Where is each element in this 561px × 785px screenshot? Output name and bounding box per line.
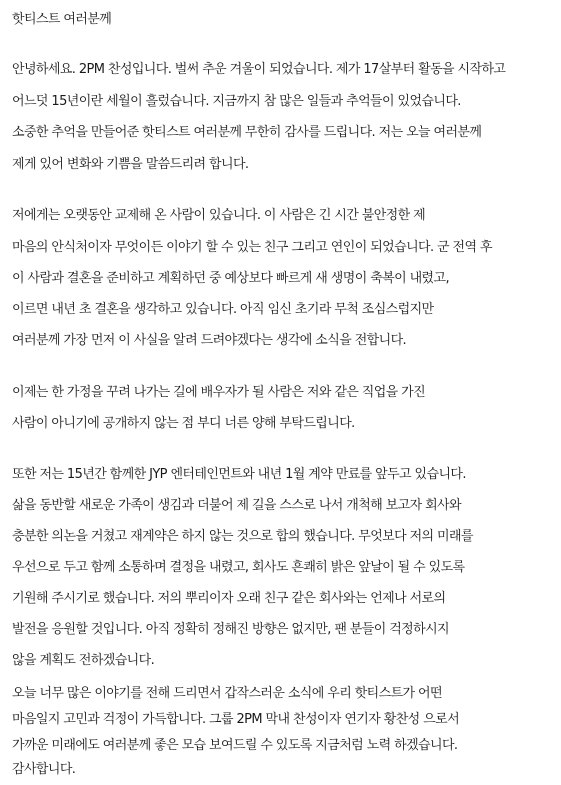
letter-line: 오늘 너무 많은 이야기를 전해 드리면서 갑작스러운 소식에 우리 핫티스트가 어떤	[12, 686, 442, 701]
letter-line: 여러분께 가장 먼저 이 사실을 알려 드려야겠다는 생각에 소식을 전합니다.	[12, 333, 407, 348]
letter-line: 발전을 응원할 것입니다. 아직 정확히 정해진 방향은 없지만, 팬 분들이 걱정하시지	[12, 622, 450, 637]
letter-line: 기원해 주시기로 했습니다. 저의 뿌리이자 오래 친구 같은 회사와는 언제나 서로의	[12, 591, 446, 606]
letter-line: 저에게는 오랫동안 교제해 온 사람이 있습니다. 이 사람은 긴 시간 불안정한 제	[12, 208, 426, 223]
letter-line: 이르면 내년 초 결혼을 생각하고 있습니다. 아직 임신 초기라 무척 조심스럽지만	[12, 302, 434, 317]
letter-line: 마음의 안식처이자 무엇이든 이야기 할 수 있는 친구 그리고 연인이 되었습니다. 군 전역 후	[12, 240, 492, 255]
letter-line: 감사합니다.	[12, 762, 76, 777]
letter-line: 어느덧 15년이란 세월이 흘렀습니다. 지금까지 참 많은 일들과 추억들이 있었습니다.	[12, 94, 461, 109]
letter-line: 이 사람과 결혼을 준비하고 계획하던 중 예상보다 빠르게 새 생명이 축복이 내렸고,	[12, 271, 450, 286]
letter-line: 이제는 한 가정을 꾸려 나가는 길에 배우자가 될 사람은 저와 같은 직업을 가진	[12, 385, 426, 400]
letter-line: 가까운 미래에도 여러분께 좋은 모습 보여드릴 수 있도록 지금처럼 노력 하겠습니다.	[12, 738, 458, 753]
letter-line: 충분한 의논을 거쳤고 재계약은 하지 않는 것으로 합의 했습니다. 무엇보다 저의 미래를	[12, 529, 473, 544]
letter-line: 안녕하세요. 2PM 찬성입니다. 벌써 추운 겨울이 되었습니다. 제가 17살부터 활동을 시작하고	[12, 62, 506, 77]
letter-line: 삶을 동반할 새로운 가족이 생김과 더불어 제 길을 스스로 나서 개척해 보고자 회사와	[12, 498, 461, 513]
letter-greeting: 핫티스트 여러분께	[12, 12, 112, 27]
letter-line: 마음일지 고민과 걱정이 가득합니다. 그룹 2PM 막내 찬성이자 연기자 황찬성 으로서	[12, 712, 460, 727]
letter-line: 소중한 추억을 만들어준 핫티스트 여러분께 무한히 감사를 드립니다. 저는 오늘 여러분께	[12, 125, 482, 140]
letter-line: 또한 저는 15년간 함께한 JYP 엔터테인먼트와 내년 1월 계약 만료를 앞두고 있습니다.	[12, 467, 466, 482]
letter-line: 사람이 아니기에 공개하지 않는 점 부디 너른 양해 부탁드립니다.	[12, 416, 355, 431]
letter-line: 우선으로 두고 함께 소통하며 결정을 내렸고, 회사도 흔쾌히 밝은 앞날이 될 수 있도록	[12, 560, 465, 575]
letter-line: 않을 계획도 전하겠습니다.	[12, 653, 155, 668]
letter-line: 제게 있어 변화와 기쁨을 말씀드리려 합니다.	[12, 157, 249, 172]
